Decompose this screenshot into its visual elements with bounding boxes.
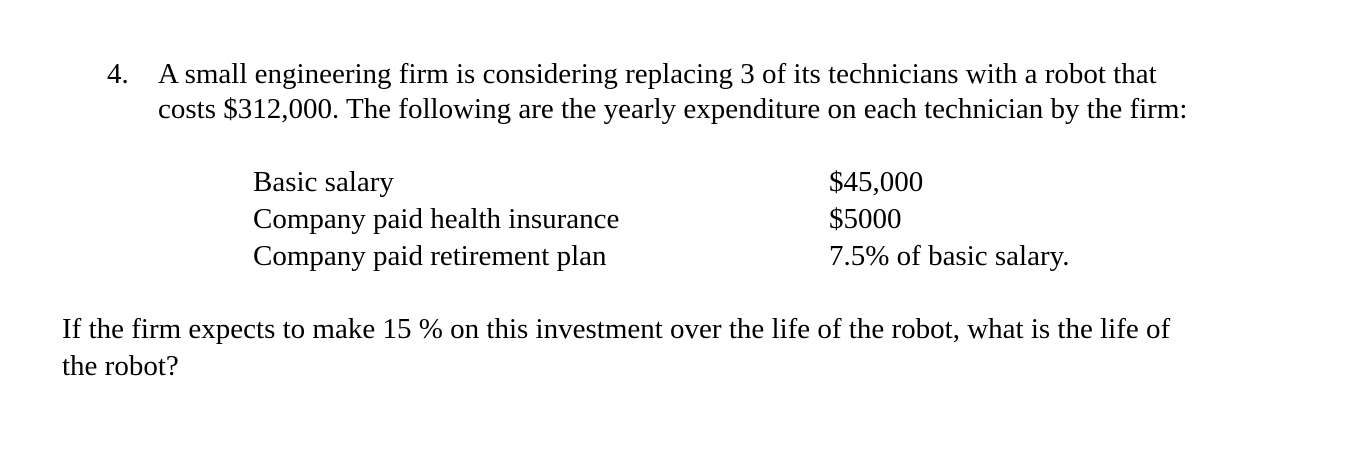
expense-amount-retirement-plan: 7.5% of basic salary.	[829, 240, 1070, 272]
expense-item-retirement-plan: Company paid retirement plan	[253, 240, 607, 272]
question-text-line-2: costs $312,000. The following are the yearly expenditure on each technician by the firm:	[158, 93, 1188, 125]
expense-row	[253, 238, 1153, 275]
question-number: 4.	[107, 58, 129, 90]
expense-amount-basic-salary: $45,000	[829, 166, 924, 198]
expense-item-basic-salary: Basic salary	[253, 166, 394, 198]
question-text-line-1: A small engineering firm is considering replacing 3 of its technicians with a robot that	[158, 58, 1157, 90]
expense-item-health-insurance: Company paid health insurance	[253, 203, 620, 235]
expense-table	[253, 164, 1153, 275]
expense-amount-health-insurance: $5000	[829, 203, 902, 235]
follow-up-question-line-1: If the firm expects to make 15 % on this investment over the life of the robot, what is the life of	[62, 313, 1171, 345]
expense-row	[253, 164, 1153, 201]
follow-up-question-line-2: the robot?	[62, 350, 179, 382]
expense-row	[253, 201, 1153, 238]
